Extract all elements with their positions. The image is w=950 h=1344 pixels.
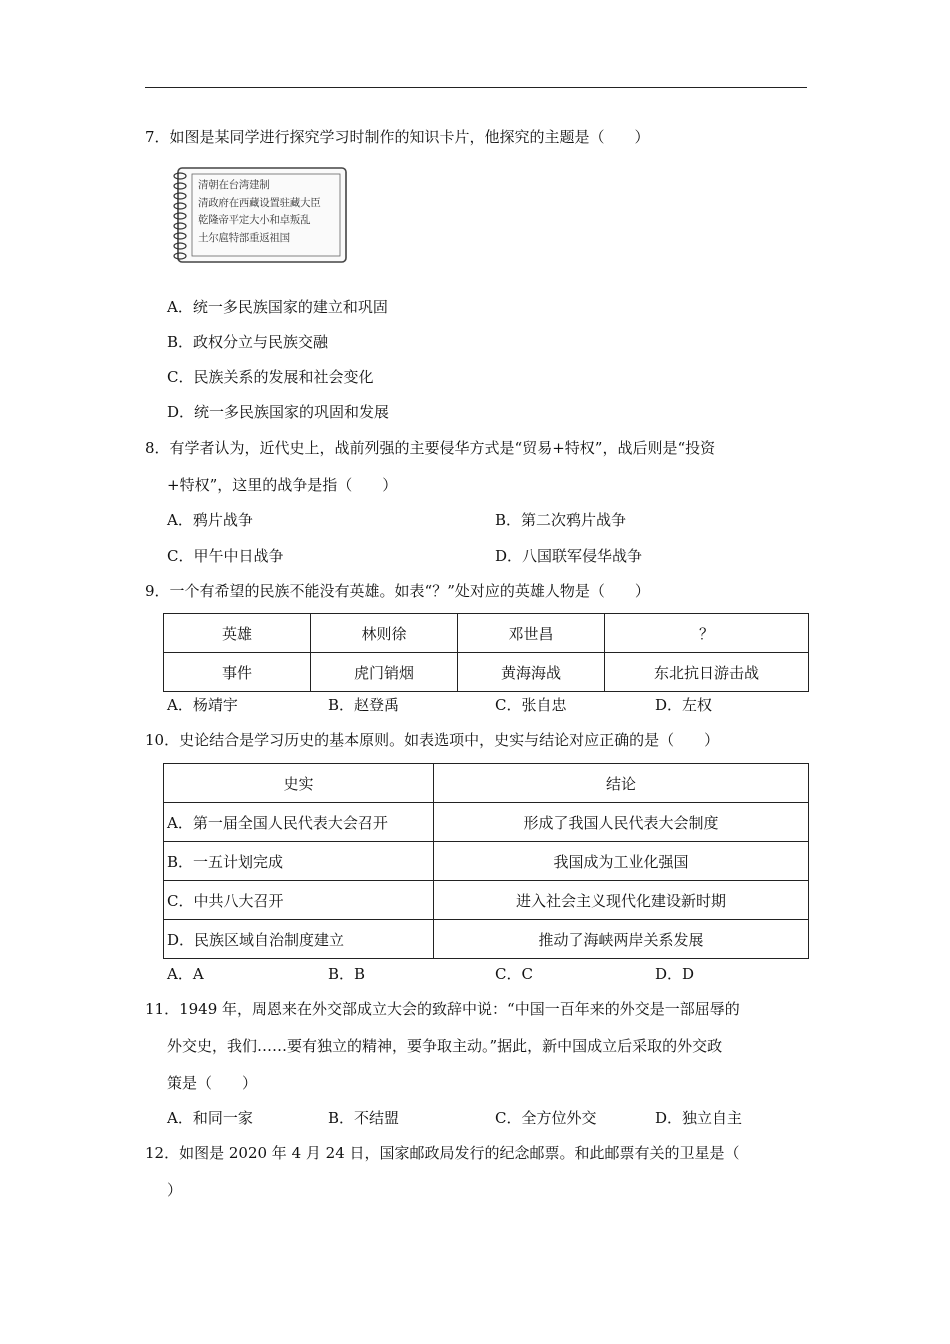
- card-line: 清朝在台湾建制: [198, 179, 270, 191]
- table-row: [164, 764, 809, 803]
- q8-stem-line2: +特权”，这里的战争是指（ ）: [167, 476, 398, 494]
- q7-option-d: D．统一多民族国家的巩固和发展: [167, 403, 390, 421]
- table-cell: 虎门销烟: [311, 653, 458, 692]
- q11-stem-line1: 11．1949 年，周恩来在外交部成立大会的致辞中说：“中国一百年来的外交是一部屈辱的: [145, 1000, 740, 1018]
- q10-option-b: B．B: [328, 965, 366, 983]
- q8-option-a: A．鸦片战争: [167, 511, 253, 529]
- card-line: 土尔扈特部重返祖国: [198, 231, 290, 244]
- table-cell: 英雄: [164, 614, 311, 653]
- card-line: 乾隆帝平定大小和卓叛乱: [198, 214, 311, 226]
- table-cell: 黄海海战: [458, 653, 605, 692]
- table-row: [164, 803, 809, 842]
- q9-option-c: C．张自忠: [495, 696, 567, 714]
- q9-option-a: A．杨靖宇: [167, 696, 238, 714]
- table-cell: D．民族区域自治制度建立: [164, 920, 434, 959]
- table-cell: B．一五计划完成: [164, 842, 434, 881]
- table-cell: C．中共八大召开: [164, 881, 434, 920]
- q10-option-d: D．D: [655, 965, 695, 983]
- table-row: [164, 920, 809, 959]
- header-rule: [145, 87, 807, 88]
- q11-option-d: D．独立自主: [655, 1109, 743, 1127]
- table-cell: 进入社会主义现代化建设新时期: [434, 881, 809, 920]
- table-cell: 形成了我国人民代表大会制度: [434, 803, 809, 842]
- q10-stem: 10．史论结合是学习历史的基本原则。如表选项中，史实与结论对应正确的是（ ）: [145, 731, 720, 749]
- table-cell: 邓世昌: [458, 614, 605, 653]
- q11-option-a: A．和同一家: [167, 1109, 253, 1127]
- q9-stem: 9．一个有希望的民族不能没有英雄。如表“？”处对应的英雄人物是（ ）: [145, 582, 650, 600]
- q10-fact-table: [163, 763, 809, 959]
- table-cell: A．第一届全国人民代表大会召开: [164, 803, 434, 842]
- table-cell: 林则徐: [311, 614, 458, 653]
- table-cell: ？: [605, 614, 809, 653]
- q8-option-c: C．甲午中日战争: [167, 547, 284, 565]
- q10-option-c: C．C: [495, 965, 533, 983]
- q7-option-c: C．民族关系的发展和社会变化: [167, 368, 374, 386]
- q8-option-b: B．第二次鸦片战争: [495, 511, 627, 529]
- table-row: [164, 842, 809, 881]
- q9-option-b: B．赵登禹: [328, 696, 400, 714]
- card-line: 清政府在西藏设置驻藏大臣: [198, 196, 321, 209]
- q8-stem-line1: 8．有学者认为，近代史上，战前列强的主要侵华方式是“贸易+特权”，战后则是“投资: [145, 439, 716, 457]
- table-cell: 我国成为工业化强国: [434, 842, 809, 881]
- q11-option-c: C．全方位外交: [495, 1109, 597, 1127]
- q8-option-d: D．八国联军侵华战争: [495, 547, 643, 565]
- table-header: 史实: [164, 764, 434, 803]
- q11-stem-line3: 策是（ ）: [167, 1074, 258, 1092]
- table-cell: 东北抗日游击战: [605, 653, 809, 692]
- q11-option-b: B．不结盟: [328, 1109, 400, 1127]
- q9-option-d: D．左权: [655, 696, 713, 714]
- table-header: 结论: [434, 764, 809, 803]
- q10-option-a: A．A: [167, 965, 204, 983]
- q12-stem-line1: 12．如图是 2020 年 4 月 24 日，国家邮政局发行的纪念邮票。和此邮票有关的卫星是（: [145, 1144, 740, 1162]
- table-cell: 事件: [164, 653, 311, 692]
- table-row: [164, 653, 809, 692]
- knowledge-card-image: [168, 164, 350, 267]
- q7-option-a: A．统一多民族国家的建立和巩固: [167, 298, 388, 316]
- q9-hero-table: [163, 613, 809, 692]
- q7-stem: 7．如图是某同学进行探究学习时制作的知识卡片，他探究的主题是（ ）: [145, 128, 650, 146]
- table-cell: 推动了海峡两岸关系发展: [434, 920, 809, 959]
- q12-stem-line2: ）: [167, 1181, 183, 1199]
- q11-stem-line2: 外交史，我们……要有独立的精神，要争取主动。”据此，新中国成立后采取的外交政: [167, 1037, 723, 1055]
- table-row: [164, 881, 809, 920]
- table-row: [164, 614, 809, 653]
- q7-option-b: B．政权分立与民族交融: [167, 333, 329, 351]
- card-text: [198, 177, 320, 247]
